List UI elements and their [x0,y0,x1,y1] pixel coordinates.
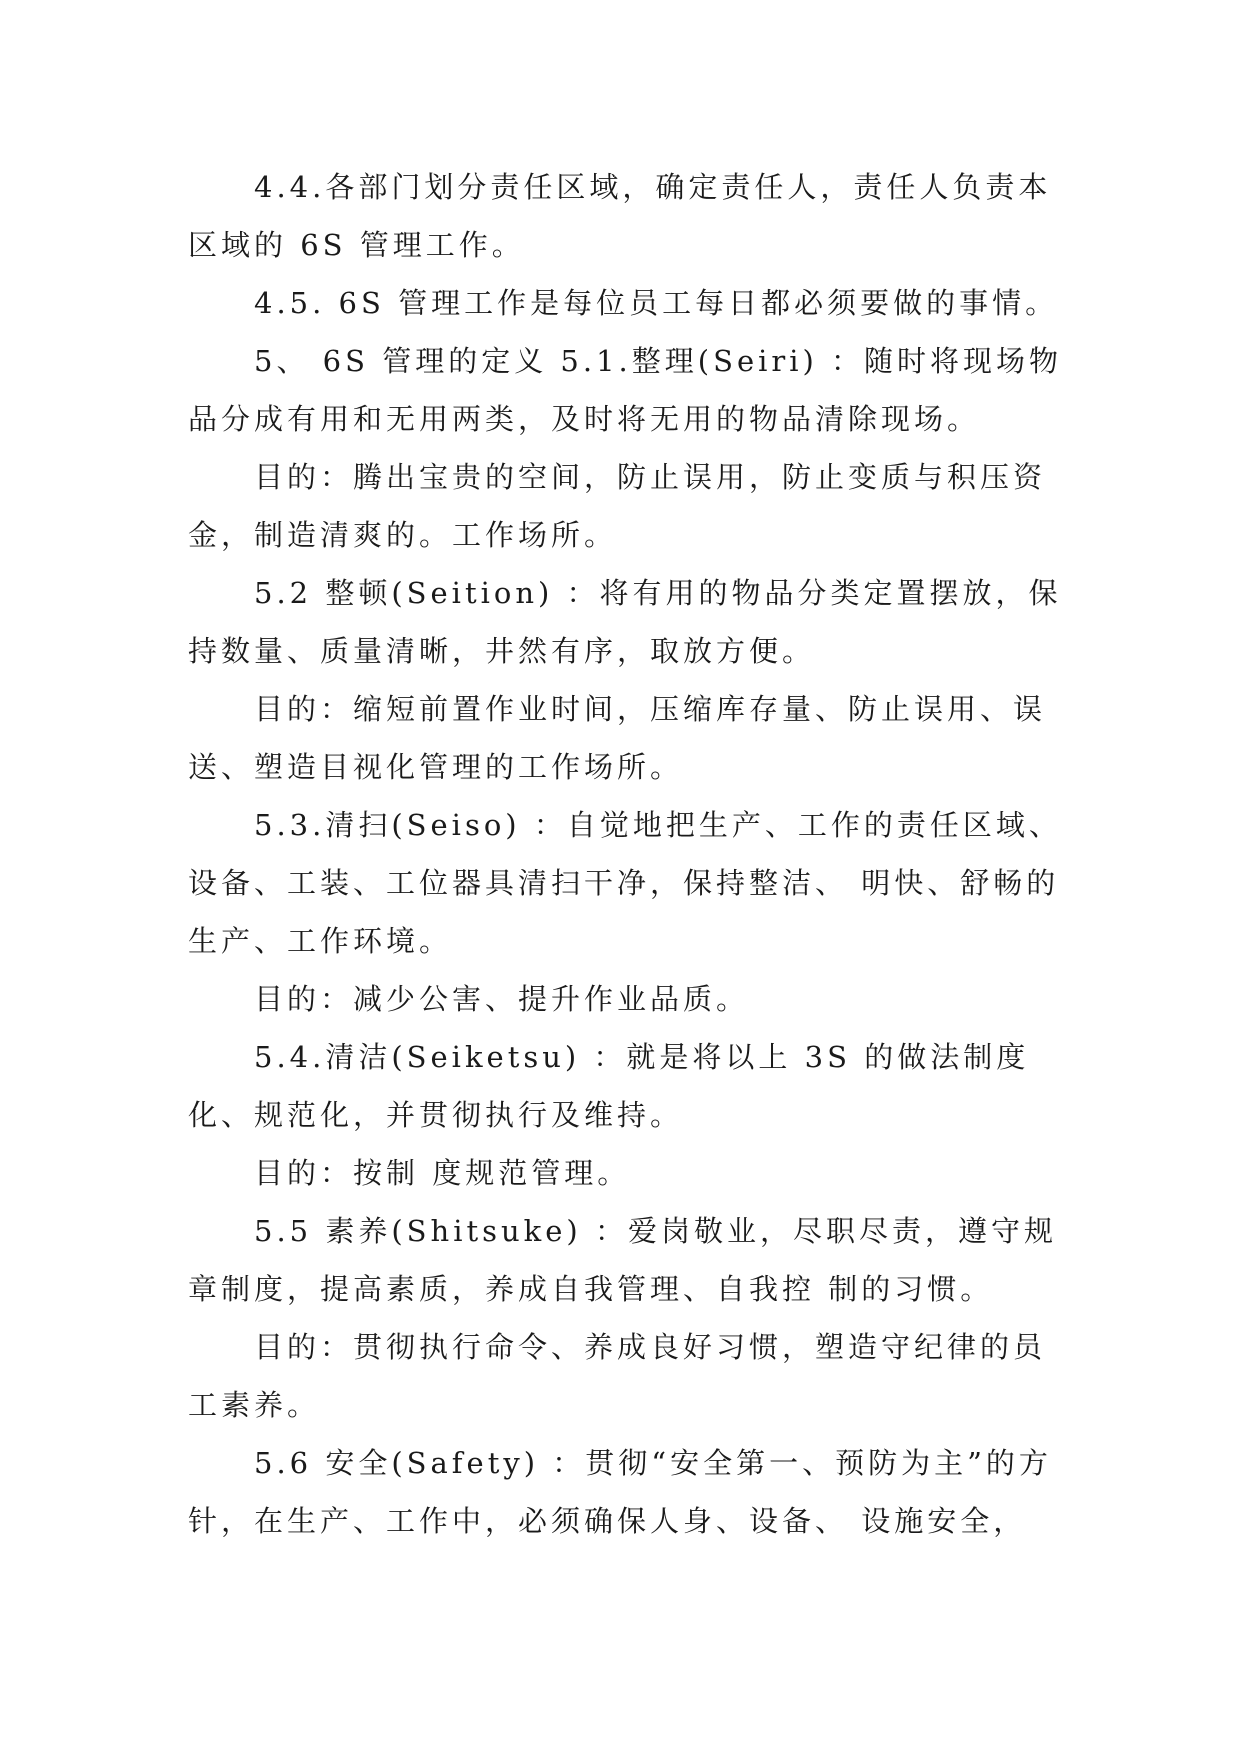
paragraph-5-2-purpose: 目的：缩短前置作业时间，压缩库存量、防止误用、误送、塑造目视化管理的工作场所。 [188,692,1047,784]
paragraph-5-5-shitsuke: 5.5 素养(Shitsuke) ：爱岗敬业，尽职尽责，遵守规章制度，提高素质，养成自我管理、自我控 制的习惯。 [188,1214,1057,1306]
paragraph-5-3-seiso: 5.3.清扫(Seiso) ：自觉地把生产、工作的责任区域、设备、工装、工位器具清扫干净，保持整洁、 明快、舒畅的生产、工作环境。 [188,808,1062,958]
paragraph-4-5: 4.5. 6S 管理工作是每位员工每日都必须要做的事情。 [254,286,1059,320]
paragraph-5-3-purpose: 目的：减少公害、提升作业品质。 [254,982,750,1016]
paragraph-5-1-seiri: 5、 6S 管理的定义 5.1.整理(Seiri) ：随时将现场物品分成有用和无用两类，及时将无用的物品清除现场。 [188,344,1063,436]
paragraph-5-2-seition: 5.2 整顿(Seition) ：将有用的物品分类定置摆放，保持数量、质量清晰，井然有序，取放方便。 [188,576,1062,668]
paragraph-5-4-seiketsu: 5.4.清洁(Seiketsu) ：就是将以上 3S 的做法制度化、规范化，并贯彻执行及维持。 [188,1040,1030,1132]
paragraph-5-6-safety: 5.6 安全(Safety) ：贯彻“安全第一、预防为主”的方针，在生产、工作中，必须确保人身、设备、 设施安全， [188,1446,1052,1538]
paragraph-4-4: 4.4.各部门划分责任区域，确定责任人，责任人负责本区域的 6S 管理工作。 [188,170,1052,262]
paragraph-5-5-purpose: 目的：贯彻执行命令、养成良好习惯，塑造守纪律的员工素养。 [188,1330,1047,1422]
paragraph-5-1-purpose: 目的：腾出宝贵的空间，防止误用，防止变质与积压资金，制造清爽的。工作场所。 [188,460,1047,552]
document-body [188,158,1068,1550]
paragraph-5-4-purpose: 目的：按制 度规范管理。 [254,1156,631,1190]
